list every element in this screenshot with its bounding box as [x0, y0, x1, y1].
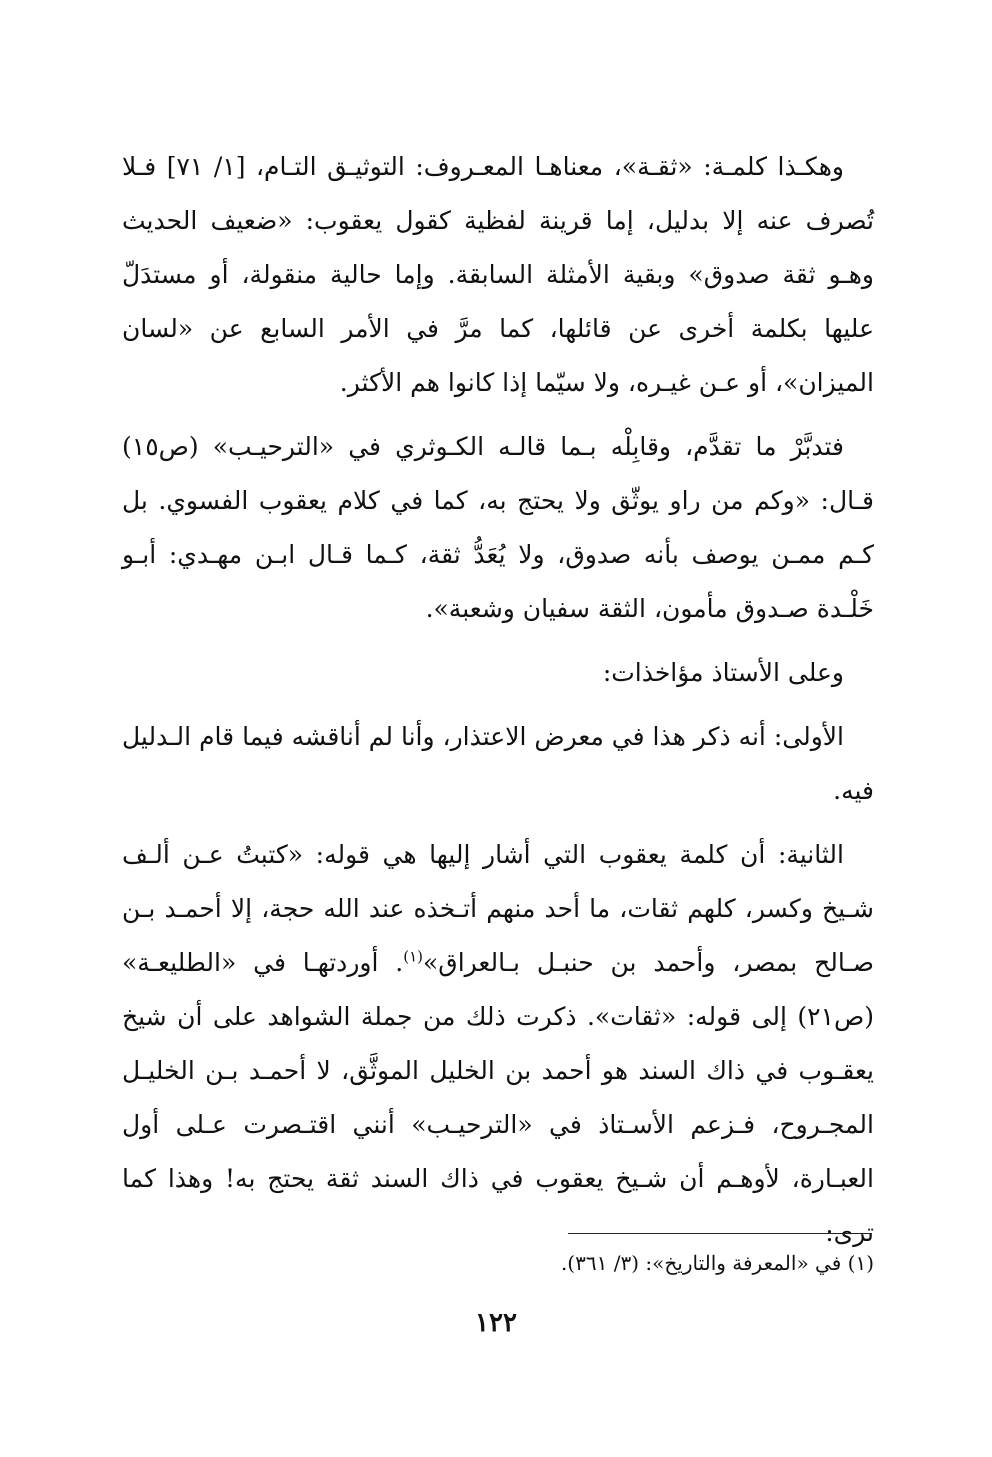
paragraph-5-text-b: . أوردتهـا في «الطليعـة» (ص٢١) إلى قوله: «ثقات». ذكرت ذلك من جملة الشواهد على أن شيخ يعقـوب في ذاك السند هو أحمد بن الخليل الموثَّق، لا أحمـد بـن الخليـل المجـروح، فـزعم الأسـتاذ في «الترحيـب» أنني اقتـصرت عـلى أول العبـارة، لأوهـم أن شـيخ يعقوب في ذاك السند ثقة يحتج به! وهذا كما ترى:	[122, 948, 874, 1247]
paragraph-5-text-a: الثانية: أن كلمة يعقوب التي أشار إليها هي قوله: «كتبتُ عـن ألـف شـيخ وكسر، كلهم ثقات، ما أحد منهم أتـخذه عند الله حجة، إلا أحمـد بـن صـالح بمصر، وأحمد بن حنبـل بـالعراق»	[122, 840, 874, 977]
footnote: (١) في «المعرفة والتاريخ»: (٣/ ٣٦١).	[560, 1251, 874, 1275]
paragraph-5	[122, 828, 874, 1260]
paragraph-1: وهكـذا كلمـة: «ثقـة»، معناهـا المعـروف: التوثيـق التـام، [١/ ٧١] فـلا تُصرف عنه إلا بدليل، إما قرينة لفظية كقول يعقوب: «ضعيف الحديث وهـو ثقة صدوق» وبقية الأمثلة السابقة. وإما حالية منقولة، أو مستدَلّ عليها بكلمة أخرى عن قائلها، كما مرَّ في الأمر السابع عن «لسان الميزان»، أو عـن غيـره، ولا سيّما إذا كانوا هم الأكثر.	[122, 152, 874, 397]
footnote-divider	[568, 1233, 872, 1234]
paragraph-4: الأولى: أنه ذكر هذا في معرض الاعتذار، وأنا لم أناقشه فيما قام الـدليل فيه.	[122, 722, 874, 805]
main-text	[122, 140, 874, 1270]
page-number: ١٢٢	[475, 1308, 517, 1338]
paragraph-3: وعلى الأستاذ مؤاخذات:	[602, 658, 844, 687]
paragraph-2: فتدبَّرْ ما تقدَّم، وقابِلْه بـما قالـه الكـوثري في «الترحيـب» (ص١٥) قـال: «وكم من راو يوثّق ولا يحتج به، كما في كلام يعقوب الفسوي. بل كـم ممـن يوصف بأنه صدوق، ولا يُعَدُّ ثقة، كـما قـال ابـن مهـدي: أبـو خَلْـدة صـدوق مأمون، الثقة سفيان وشعبة».	[122, 432, 874, 623]
footnote-marker: (١)	[403, 947, 423, 966]
